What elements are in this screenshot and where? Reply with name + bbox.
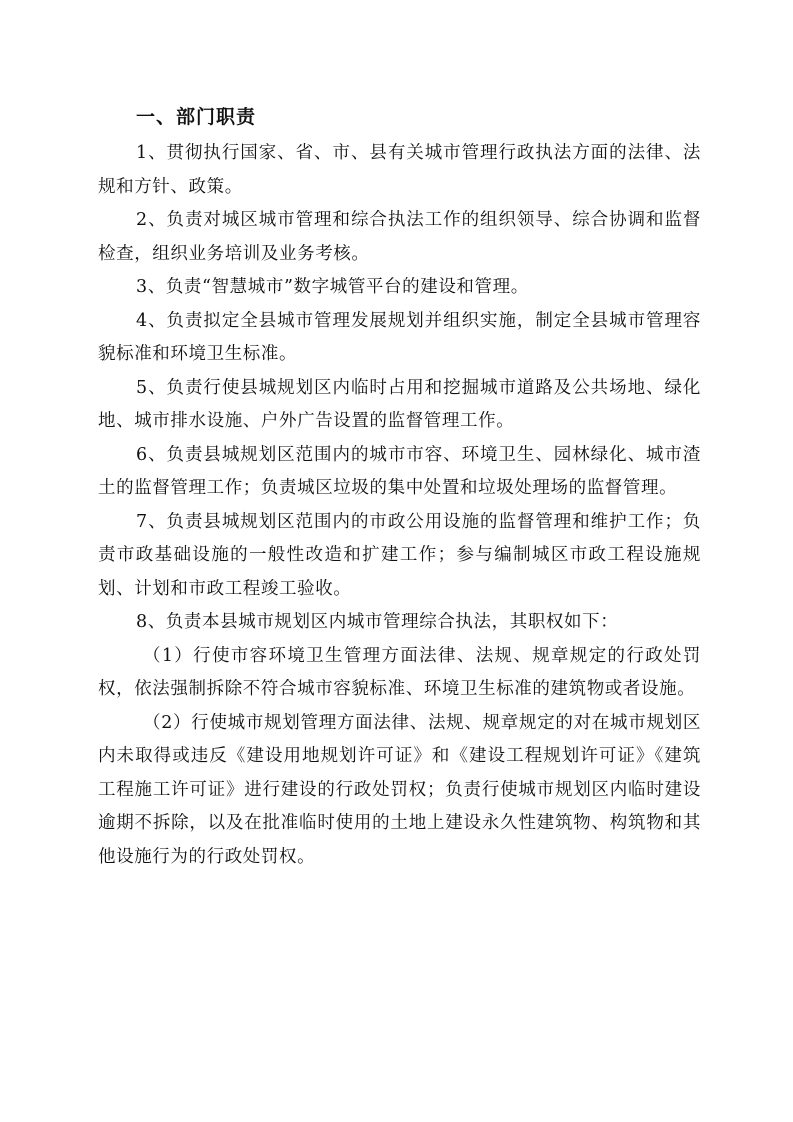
paragraph-2: 2、负责对城区城市管理和综合执法工作的组织领导、综合协调和监督检查，组织业务培训及业务考核。 [98, 210, 701, 264]
paragraph-1: 1、贯彻执行国家、省、市、县有关城市管理行政执法方面的法律、法规和方针、政策。 [98, 143, 701, 197]
paragraph-6: 6、负责县城规划区范围内的城市市容、环境卫生、园林绿化、城市渣土的监督管理工作；负责城区垃圾的集中处置和垃圾处理场的监督管理。 [98, 444, 701, 498]
paragraph-8-item-1: （1）行使市容环境卫生管理方面法律、法规、规章规定的行政处罚权，依法强制拆除不符合城市容貌标准、环境卫生标准的建筑物或者设施。 [98, 645, 701, 699]
paragraph-4: 4、负责拟定全县城市管理发展规划并组织实施，制定全县城市管理容貌标准和环境卫生标准。 [98, 310, 701, 364]
section-heading: 一、部门职责 [136, 106, 257, 128]
paragraph-3: 3、负责“智慧城市”数字城管平台的建设和管理。 [136, 277, 529, 297]
paragraph-7: 7、负责县城规划区范围内的市政公用设施的监督管理和维护工作；负责市政基础设施的一般性改造和扩建工作；参与编制城区市政工程设施规划、计划和市政工程竣工验收。 [98, 511, 701, 599]
paragraph-8: 8、负责本县城市规划区内城市管理综合执法，其职权如下： [136, 612, 619, 632]
paragraph-5: 5、负责行使县城规划区内临时占用和挖掘城市道路及公共场地、绿化地、城市排水设施、户外广告设置的监督管理工作。 [98, 377, 701, 431]
document-body [98, 100, 701, 874]
paragraph-8-item-2: （2）行使城市规划管理方面法律、法规、规章规定的对在城市规划区内未取得或违反《建设用地规划许可证》和《建设工程规划许可证》《建筑工程施工许可证》进行建设的行政处罚权；负责行使城市规划区内临时建设逾期不拆除，以及在批准临时使用的土地上建设永久性建筑物、构筑物和其他设施行为的行政处罚权。 [98, 712, 701, 867]
